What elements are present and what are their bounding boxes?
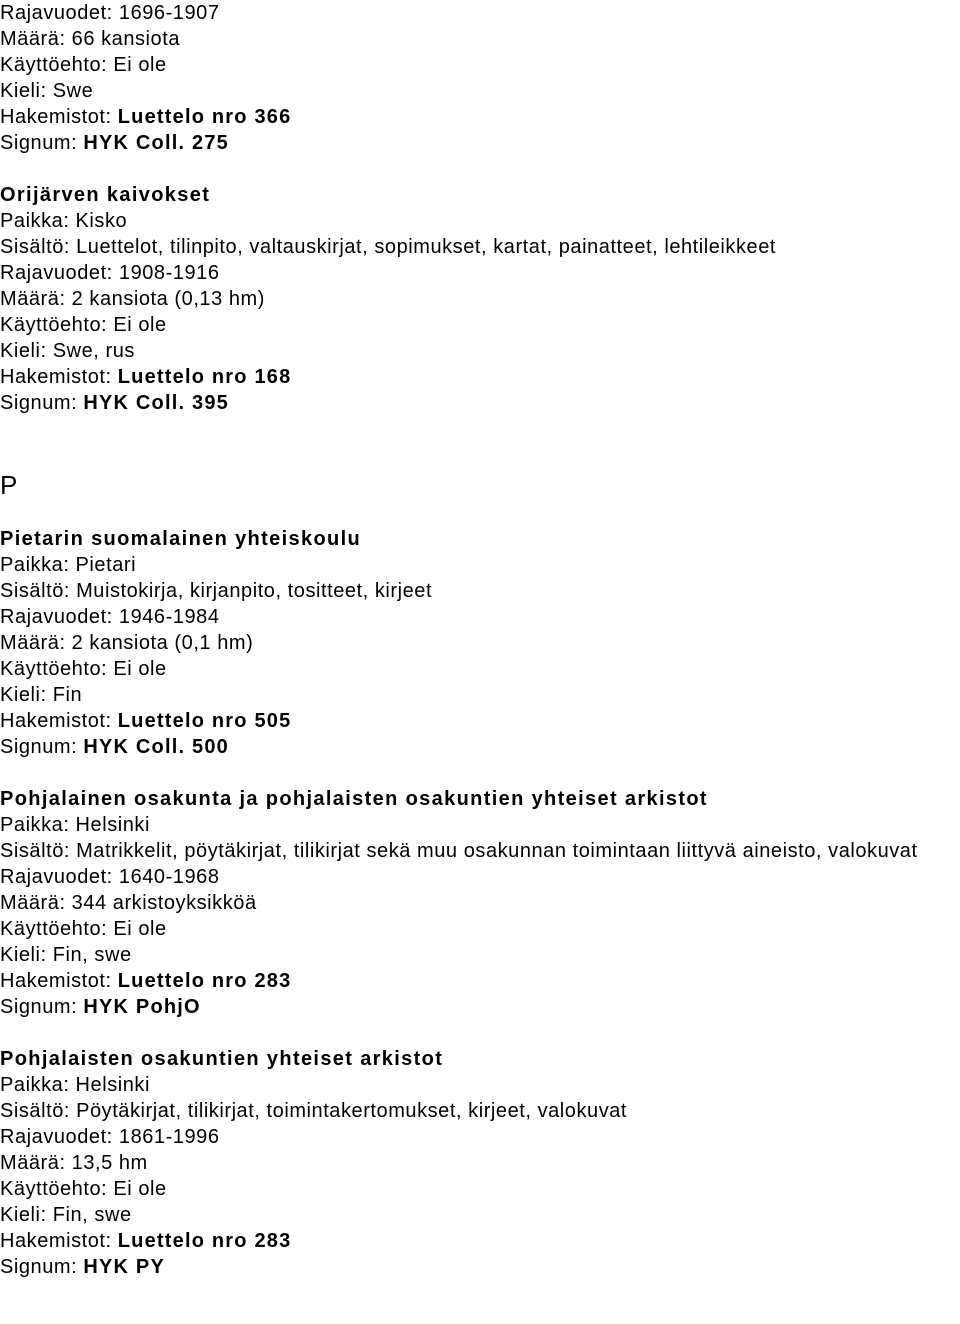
signum-value: HYK PY <box>83 1256 165 1278</box>
kayttoehto-line: Käyttöehto: Ei ole <box>0 54 167 76</box>
maara-line: Määrä: 344 arkistoyksikköä <box>0 892 257 914</box>
signum-line <box>0 994 960 1020</box>
maara-line: Määrä: 66 kansiota <box>0 28 180 50</box>
entry-title: Orijärven kaivokset <box>0 184 211 206</box>
hakemistot-value: Luettelo nro 283 <box>117 1230 292 1252</box>
rajavuodet-line: Rajavuodet: 1696-1907 <box>0 2 220 24</box>
rajavuodet-line: Rajavuodet: 1946-1984 <box>0 606 220 628</box>
kayttoehto-line: Käyttöehto: Ei ole <box>0 658 167 680</box>
rajavuodet-line: Rajavuodet: 1640-1968 <box>0 866 220 888</box>
maara-line: Määrä: 2 kansiota (0,13 hm) <box>0 288 265 310</box>
archive-entry <box>0 1046 960 1280</box>
kieli-line: Kieli: Swe <box>0 80 94 102</box>
rajavuodet-line: Rajavuodet: 1861-1996 <box>0 1126 220 1148</box>
hakemistot-value: Luettelo nro 283 <box>117 970 292 992</box>
signum-value: HYK Coll. 395 <box>83 392 229 414</box>
hakemistot-value: Luettelo nro 366 <box>117 106 292 128</box>
signum-label: Signum: <box>0 392 84 414</box>
kieli-line: Kieli: Fin, swe <box>0 1204 132 1226</box>
hakemistot-line <box>0 708 960 734</box>
hakemistot-value: Luettelo nro 168 <box>117 366 292 388</box>
spacer <box>0 156 960 182</box>
kayttoehto-line: Käyttöehto: Ei ole <box>0 1178 167 1200</box>
hakemistot-label: Hakemistot: <box>0 106 118 128</box>
sisalto-line: Sisältö: Matrikkelit, pöytäkirjat, tilikirjat sekä muu osakunnan toimintaan liittyvä aineisto, valokuvat <box>0 840 918 862</box>
spacer <box>0 760 960 786</box>
spacer <box>0 1020 960 1046</box>
signum-value: HYK PohjO <box>83 996 201 1018</box>
maara-line: Määrä: 2 kansiota (0,1 hm) <box>0 632 254 654</box>
signum-label: Signum: <box>0 996 84 1018</box>
hakemistot-label: Hakemistot: <box>0 1230 118 1252</box>
entry-title: Pietarin suomalainen yhteiskoulu <box>0 528 362 550</box>
kieli-line: Kieli: Fin, swe <box>0 944 132 966</box>
maara-line: Määrä: 13,5 hm <box>0 1152 148 1174</box>
sisalto-line: Sisältö: Pöytäkirjat, tilikirjat, toimintakertomukset, kirjeet, valokuvat <box>0 1100 628 1122</box>
hakemistot-label: Hakemistot: <box>0 970 118 992</box>
kieli-line: Kieli: Fin <box>0 684 83 706</box>
hakemistot-label: Hakemistot: <box>0 366 118 388</box>
kayttoehto-line: Käyttöehto: Ei ole <box>0 918 167 940</box>
archive-entry <box>0 526 960 760</box>
signum-line <box>0 130 960 156</box>
paikka-line: Paikka: Pietari <box>0 554 137 576</box>
paikka-line: Paikka: Helsinki <box>0 1074 150 1096</box>
paikka-line: Paikka: Helsinki <box>0 814 150 836</box>
section-letter: P <box>0 470 18 500</box>
sisalto-line: Sisältö: Luettelot, tilinpito, valtauskirjat, sopimukset, kartat, painatteet, lehtileikkeet <box>0 236 776 258</box>
archive-entry <box>0 0 960 156</box>
signum-line <box>0 390 960 416</box>
paikka-line: Paikka: Kisko <box>0 210 128 232</box>
signum-label: Signum: <box>0 1256 84 1278</box>
sisalto-line: Sisältö: Muistokirja, kirjanpito, tositteet, kirjeet <box>0 580 433 602</box>
rajavuodet-line: Rajavuodet: 1908-1916 <box>0 262 220 284</box>
hakemistot-value: Luettelo nro 505 <box>117 710 292 732</box>
archive-entry <box>0 786 960 1020</box>
signum-value: HYK Coll. 275 <box>83 132 229 154</box>
hakemistot-line <box>0 1228 960 1254</box>
entry-title: Pohjalainen osakunta ja pohjalaisten osakuntien yhteiset arkistot <box>0 788 708 810</box>
signum-line <box>0 734 960 760</box>
signum-label: Signum: <box>0 132 84 154</box>
signum-value: HYK Coll. 500 <box>83 736 229 758</box>
hakemistot-label: Hakemistot: <box>0 710 118 732</box>
hakemistot-line <box>0 968 960 994</box>
kieli-line: Kieli: Swe, rus <box>0 340 135 362</box>
hakemistot-line <box>0 364 960 390</box>
signum-label: Signum: <box>0 736 84 758</box>
hakemistot-line <box>0 104 960 130</box>
archive-entry <box>0 182 960 416</box>
kayttoehto-line: Käyttöehto: Ei ole <box>0 314 167 336</box>
entry-title: Pohjalaisten osakuntien yhteiset arkistot <box>0 1048 444 1070</box>
signum-line <box>0 1254 960 1280</box>
